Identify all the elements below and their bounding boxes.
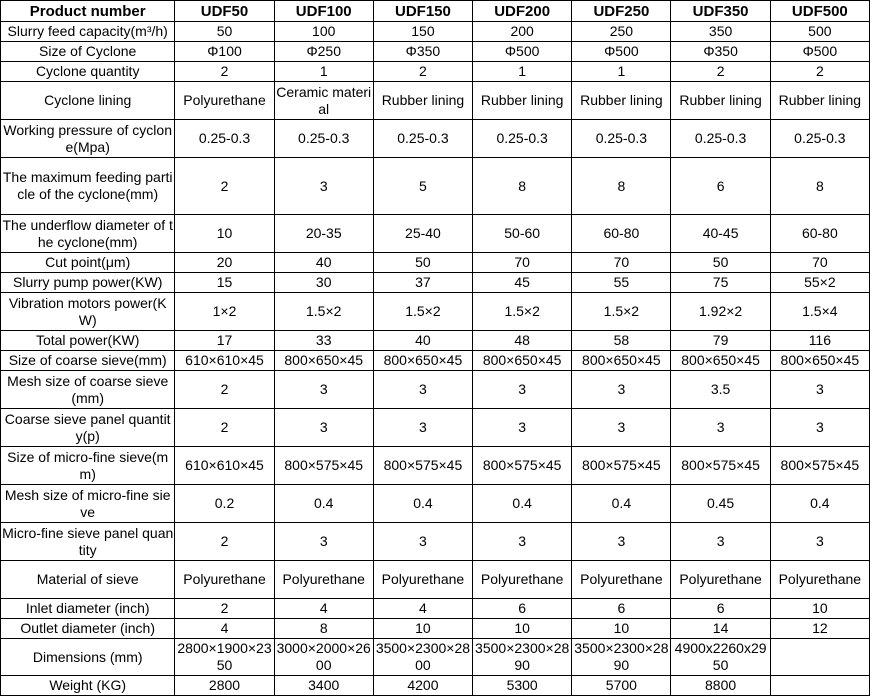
row-label-cell: Cyclone lining	[1, 82, 175, 120]
value-cell: 14	[671, 619, 770, 639]
value-cell: 2	[175, 409, 274, 447]
value-cell: 6	[671, 158, 770, 215]
row-label-cell: Micro-fine sieve panel quantity	[1, 523, 175, 561]
value-cell: 800×575×45	[770, 447, 869, 485]
value-cell: 37	[373, 273, 472, 293]
row-label-cell: Coarse sieve panel quantity(p)	[1, 409, 175, 447]
table-header	[1, 1, 870, 22]
value-cell: Polyurethane	[175, 561, 274, 599]
value-cell: 250	[572, 22, 671, 42]
value-cell: 800×650×45	[473, 351, 572, 371]
header-cell-model: UDF200	[473, 1, 572, 22]
value-cell: 0.4	[473, 485, 572, 523]
table-row	[1, 639, 870, 676]
value-cell: 60-80	[572, 215, 671, 253]
value-cell: 5	[373, 158, 472, 215]
row-label-cell: Total power(KW)	[1, 331, 175, 351]
value-cell: 6	[671, 599, 770, 619]
value-cell: 800×575×45	[274, 447, 373, 485]
value-cell: 500	[770, 22, 869, 42]
table-row	[1, 619, 870, 639]
table-row	[1, 371, 870, 409]
value-cell: 10	[175, 215, 274, 253]
value-cell: 20-35	[274, 215, 373, 253]
value-cell: 3	[770, 409, 869, 447]
value-cell: 3	[770, 371, 869, 409]
row-label-cell: Weight (KG)	[1, 676, 175, 696]
value-cell: 0.25-0.3	[373, 120, 472, 158]
table-row	[1, 293, 870, 331]
row-label-cell: Outlet diameter (inch)	[1, 619, 175, 639]
value-cell: 116	[770, 331, 869, 351]
value-cell: 3	[572, 523, 671, 561]
value-cell: 0.25-0.3	[274, 120, 373, 158]
table-row	[1, 485, 870, 523]
value-cell: 1.5×2	[274, 293, 373, 331]
table-row	[1, 120, 870, 158]
table-row	[1, 523, 870, 561]
value-cell: Rubber lining	[671, 82, 770, 120]
value-cell: 40	[274, 253, 373, 273]
value-cell: 3	[770, 523, 869, 561]
value-cell: 20	[175, 253, 274, 273]
row-label-cell: Size of Cyclone	[1, 42, 175, 62]
value-cell: 3	[473, 523, 572, 561]
value-cell: 4	[274, 599, 373, 619]
value-cell: Polyurethane	[671, 561, 770, 599]
row-label-cell: Vibration motors power(KW)	[1, 293, 175, 331]
value-cell: 3500×2300×2890	[572, 639, 671, 676]
value-cell: Polyurethane	[770, 561, 869, 599]
table-row	[1, 676, 870, 696]
value-cell: 30	[274, 273, 373, 293]
value-cell: 0.25-0.3	[671, 120, 770, 158]
table-row	[1, 82, 870, 120]
value-cell: 40-45	[671, 215, 770, 253]
table-row	[1, 331, 870, 351]
value-cell: 800×575×45	[572, 447, 671, 485]
value-cell: 350	[671, 22, 770, 42]
value-cell: 800×575×45	[473, 447, 572, 485]
value-cell: 2	[175, 158, 274, 215]
row-label-cell: Mesh size of coarse sieve(mm)	[1, 371, 175, 409]
value-cell: 3	[274, 409, 373, 447]
value-cell: 3	[473, 409, 572, 447]
value-cell: 58	[572, 331, 671, 351]
value-cell: 3400	[274, 676, 373, 696]
value-cell: Φ350	[373, 42, 472, 62]
value-cell: 1	[473, 62, 572, 82]
value-cell: 4900x2260x2950	[671, 639, 770, 676]
value-cell: 0.45	[671, 485, 770, 523]
row-label-cell: Size of coarse sieve(mm)	[1, 351, 175, 371]
value-cell: 800×650×45	[671, 351, 770, 371]
value-cell: 1	[274, 62, 373, 82]
table-row	[1, 447, 870, 485]
value-cell: 3000×2000×2600	[274, 639, 373, 676]
row-label-cell: Material of sieve	[1, 561, 175, 599]
value-cell: 6	[473, 599, 572, 619]
value-cell: 0.25-0.3	[572, 120, 671, 158]
table-row	[1, 561, 870, 599]
value-cell: 1.92×2	[671, 293, 770, 331]
value-cell: 2	[373, 62, 472, 82]
value-cell: Polyurethane	[373, 561, 472, 599]
value-cell: 800×650×45	[572, 351, 671, 371]
value-cell: 25-40	[373, 215, 472, 253]
value-cell: 1.5×2	[572, 293, 671, 331]
value-cell: 0.25-0.3	[175, 120, 274, 158]
value-cell: 3	[274, 158, 373, 215]
table-body	[1, 22, 870, 696]
header-cell-model: UDF100	[274, 1, 373, 22]
value-cell: 2800	[175, 676, 274, 696]
value-cell: 0.4	[373, 485, 472, 523]
value-cell: 3.5	[671, 371, 770, 409]
row-label-cell: The maximum feeding particle of the cyclone(mm)	[1, 158, 175, 215]
table-row	[1, 253, 870, 273]
value-cell: 8	[770, 158, 869, 215]
value-cell: 50	[671, 253, 770, 273]
value-cell: 2	[175, 599, 274, 619]
value-cell: 79	[671, 331, 770, 351]
header-cell-model: UDF250	[572, 1, 671, 22]
value-cell: Φ100	[175, 42, 274, 62]
value-cell: 4200	[373, 676, 472, 696]
table-row	[1, 62, 870, 82]
value-cell: Rubber lining	[373, 82, 472, 120]
table-row	[1, 351, 870, 371]
table-row	[1, 409, 870, 447]
value-cell: Rubber lining	[770, 82, 869, 120]
value-cell: 3	[274, 371, 373, 409]
value-cell: Polyurethane	[473, 561, 572, 599]
value-cell: 33	[274, 331, 373, 351]
value-cell: Φ250	[274, 42, 373, 62]
table-row	[1, 599, 870, 619]
row-label-cell: Cyclone quantity	[1, 62, 175, 82]
value-cell: 50	[175, 22, 274, 42]
table-row	[1, 158, 870, 215]
value-cell: 70	[572, 253, 671, 273]
value-cell: Φ500	[572, 42, 671, 62]
value-cell: 3	[373, 523, 472, 561]
table-row	[1, 273, 870, 293]
value-cell: 800×650×45	[373, 351, 472, 371]
table-row	[1, 22, 870, 42]
value-cell: Polyurethane	[175, 82, 274, 120]
value-cell: 45	[473, 273, 572, 293]
value-cell: 50-60	[473, 215, 572, 253]
value-cell: 3	[671, 523, 770, 561]
value-cell: 50	[373, 253, 472, 273]
row-label-cell: Working pressure of cyclone(Mpa)	[1, 120, 175, 158]
row-label-cell: Slurry feed capacity(m³/h)	[1, 22, 175, 42]
value-cell: 3	[473, 371, 572, 409]
value-cell: 100	[274, 22, 373, 42]
value-cell: 1×2	[175, 293, 274, 331]
value-cell: 200	[473, 22, 572, 42]
row-label-cell: Mesh size of micro-fine sieve	[1, 485, 175, 523]
value-cell: 40	[373, 331, 472, 351]
header-cell-model: UDF50	[175, 1, 274, 22]
value-cell: 610×610×45	[175, 447, 274, 485]
row-label-cell: The underflow diameter of the cyclone(mm)	[1, 215, 175, 253]
header-row	[1, 1, 870, 22]
value-cell: 2	[671, 62, 770, 82]
value-cell: 48	[473, 331, 572, 351]
value-cell	[770, 639, 869, 676]
value-cell: 3	[373, 371, 472, 409]
header-cell-model: UDF350	[671, 1, 770, 22]
value-cell: Φ500	[473, 42, 572, 62]
value-cell: 5700	[572, 676, 671, 696]
row-label-cell: Slurry pump power(KW)	[1, 273, 175, 293]
value-cell: 3	[373, 409, 472, 447]
value-cell: 2	[770, 62, 869, 82]
value-cell: Rubber lining	[473, 82, 572, 120]
value-cell: 15	[175, 273, 274, 293]
value-cell: 3500×2300×2890	[473, 639, 572, 676]
value-cell: 0.4	[770, 485, 869, 523]
value-cell: Rubber lining	[572, 82, 671, 120]
value-cell: 55×2	[770, 273, 869, 293]
value-cell: 12	[770, 619, 869, 639]
header-cell-model: UDF500	[770, 1, 869, 22]
value-cell: 17	[175, 331, 274, 351]
value-cell: 10	[373, 619, 472, 639]
value-cell: 8800	[671, 676, 770, 696]
value-cell	[770, 676, 869, 696]
value-cell: 3	[572, 409, 671, 447]
value-cell: 800×575×45	[373, 447, 472, 485]
value-cell: Polyurethane	[274, 561, 373, 599]
table-row	[1, 42, 870, 62]
row-label-cell: Size of micro-fine sieve(mm)	[1, 447, 175, 485]
value-cell: 75	[671, 273, 770, 293]
value-cell: 1.5×2	[373, 293, 472, 331]
value-cell: 10	[473, 619, 572, 639]
value-cell: 4	[373, 599, 472, 619]
value-cell: Polyurethane	[572, 561, 671, 599]
value-cell: 8	[473, 158, 572, 215]
value-cell: 1.5×2	[473, 293, 572, 331]
row-label-cell: Dimensions (mm)	[1, 639, 175, 676]
value-cell: 2	[175, 371, 274, 409]
value-cell: 2	[175, 62, 274, 82]
value-cell: 3500×2300×2800	[373, 639, 472, 676]
value-cell: 5300	[473, 676, 572, 696]
value-cell: 0.4	[572, 485, 671, 523]
value-cell: 800×575×45	[671, 447, 770, 485]
value-cell: 1.5×4	[770, 293, 869, 331]
value-cell: 70	[770, 253, 869, 273]
value-cell: 0.2	[175, 485, 274, 523]
value-cell: 10	[572, 619, 671, 639]
value-cell: 70	[473, 253, 572, 273]
value-cell: 3	[274, 523, 373, 561]
value-cell: 8	[274, 619, 373, 639]
value-cell: 60-80	[770, 215, 869, 253]
value-cell: Φ500	[770, 42, 869, 62]
value-cell: 3	[572, 371, 671, 409]
value-cell: 6	[572, 599, 671, 619]
header-cell-product-number: Product number	[1, 1, 175, 22]
value-cell: 800×650×45	[274, 351, 373, 371]
value-cell: 4	[175, 619, 274, 639]
value-cell: 8	[572, 158, 671, 215]
value-cell: 0.4	[274, 485, 373, 523]
value-cell: 1	[572, 62, 671, 82]
value-cell: 10	[770, 599, 869, 619]
value-cell: 0.25-0.3	[473, 120, 572, 158]
value-cell: 800×650×45	[770, 351, 869, 371]
header-cell-model: UDF150	[373, 1, 472, 22]
row-label-cell: Cut point(μm)	[1, 253, 175, 273]
value-cell: Φ350	[671, 42, 770, 62]
value-cell: 0.25-0.3	[770, 120, 869, 158]
value-cell: 2800×1900×2350	[175, 639, 274, 676]
value-cell: 2	[175, 523, 274, 561]
value-cell: 55	[572, 273, 671, 293]
row-label-cell: Inlet diameter (inch)	[1, 599, 175, 619]
value-cell: 3	[671, 409, 770, 447]
value-cell: 150	[373, 22, 472, 42]
table-row	[1, 215, 870, 253]
value-cell: 610×610×45	[175, 351, 274, 371]
value-cell: Ceramic material	[274, 82, 373, 120]
